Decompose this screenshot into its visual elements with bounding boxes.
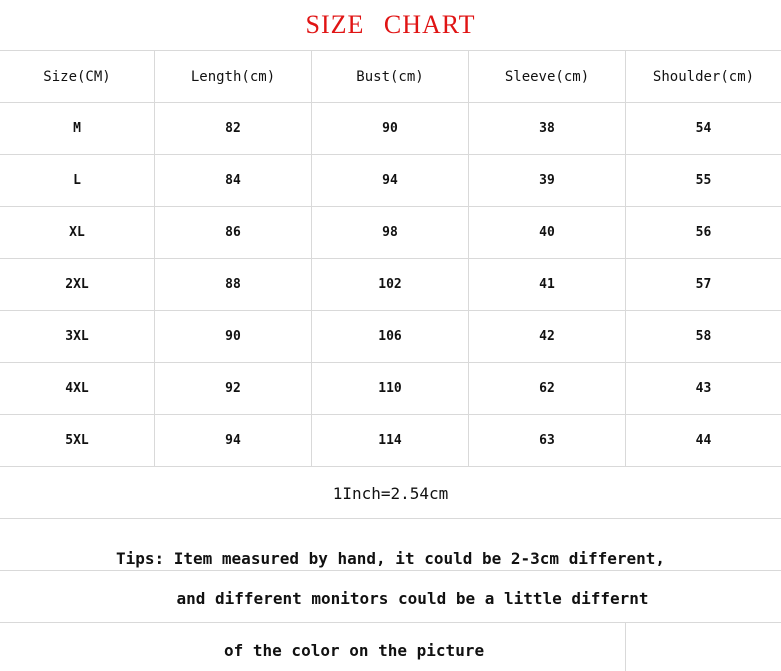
cell-sleeve: 63	[539, 433, 555, 448]
cell-length: 92	[225, 381, 241, 396]
tips-line-2: and different monitors could be a little differnt	[176, 588, 649, 608]
cell-bust: 110	[378, 381, 402, 396]
header-shoulder: Shoulder(cm)	[652, 68, 755, 85]
cell-size: XL	[69, 225, 85, 240]
cell-length: 82	[225, 121, 241, 136]
cell-size: M	[73, 121, 81, 136]
cell-bust: 106	[378, 329, 402, 344]
cell-shoulder: 58	[695, 329, 712, 344]
cell-size: 3XL	[65, 329, 89, 344]
cell-shoulder: 57	[695, 277, 712, 292]
cell-sleeve: 39	[539, 173, 555, 188]
cell-sleeve: 38	[539, 121, 555, 136]
cell-shoulder: 54	[695, 121, 712, 136]
tips-line-1: Tips: Item measured by hand, it could be 2-3cm different,	[115, 548, 666, 568]
cell-size: L	[73, 173, 81, 188]
cell-length: 84	[225, 173, 241, 188]
cell-sleeve: 41	[539, 277, 555, 292]
header-sleeve: Sleeve(cm)	[504, 68, 590, 85]
cell-sleeve: 62	[539, 381, 555, 396]
inch-conversion-note: 1Inch=2.54cm	[332, 483, 449, 503]
cell-shoulder: 43	[695, 381, 712, 396]
cell-size: 4XL	[65, 381, 89, 396]
cell-bust: 114	[378, 433, 402, 448]
header-size: Size(CM)	[43, 68, 111, 85]
cell-bust: 90	[382, 121, 398, 136]
cell-shoulder: 44	[695, 433, 712, 448]
cell-length: 90	[225, 329, 241, 344]
cell-size: 5XL	[65, 433, 89, 448]
header-length: Length(cm)	[190, 68, 276, 85]
tips-line-3: of the color on the picture	[224, 640, 485, 660]
cell-sleeve: 42	[539, 329, 555, 344]
cell-sleeve: 40	[539, 225, 555, 240]
cell-length: 94	[225, 433, 241, 448]
cell-bust: 98	[382, 225, 398, 240]
cell-size: 2XL	[65, 277, 89, 292]
cell-shoulder: 56	[695, 225, 712, 240]
cell-length: 86	[225, 225, 241, 240]
header-bust: Bust(cm)	[356, 68, 424, 85]
chart-title: SIZE CHART	[305, 10, 476, 39]
cell-shoulder: 55	[695, 173, 712, 188]
cell-bust: 94	[382, 173, 398, 188]
cell-length: 88	[225, 277, 241, 292]
cell-bust: 102	[378, 277, 402, 292]
